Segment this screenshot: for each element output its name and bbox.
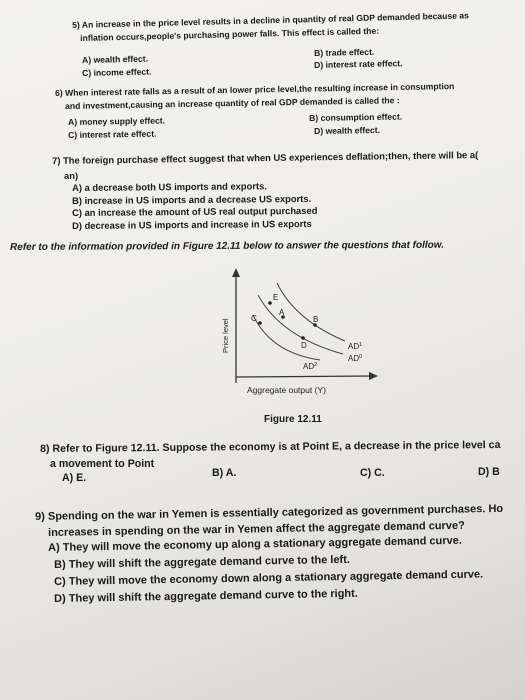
y-axis-arrow <box>232 268 240 277</box>
q5-stem-line1: 5) An increase in the price level results in a decline in quantity of real GDP demanded because as <box>72 10 470 30</box>
q7-stem-line1: 7) The foreign purchase effect suggest that when US experiences deflation;then, there will be a( <box>52 149 479 166</box>
q9-option-c: C) They will move the economy down along a stationary aggregate demand curve. <box>54 568 484 588</box>
q5-stem-line2: inflation occurs,people's purchasing power falls. This effect is called the: <box>80 25 380 43</box>
q6-option-a: A) money supply effect. <box>68 115 166 127</box>
q6-stem-line2: and investment,causing an increase quantity of real GDP demanded is called the : <box>65 95 400 111</box>
q8-stem-line1: 8) Refer to Figure 12.11. Suppose the economy is at Point E, a decrease in the price level ca <box>40 438 501 455</box>
point-b-label: B <box>313 315 319 324</box>
curve-ad1 <box>277 283 345 341</box>
q6-stem-line1: 6) When interest rate falls as a result of an lower price level,the resulting increase in consumption <box>55 81 455 98</box>
q6-option-c: C) interest rate effect. <box>68 128 157 140</box>
q8-option-d: D) B <box>478 466 500 478</box>
q9-option-b: B) They will shift the aggregate demand curve to the left. <box>54 553 350 571</box>
q7-stem-line2: an) <box>64 170 79 181</box>
q9-option-d: D) They will shift the aggregate demand curve to the right. <box>54 587 358 605</box>
q5-option-d: D) interest rate effect. <box>314 58 403 70</box>
q8-option-b: B) A. <box>212 467 237 479</box>
point-e-label: E <box>273 293 279 302</box>
point-d-marker <box>301 336 305 340</box>
point-a-label: A <box>279 308 285 317</box>
q6-option-d: D) wealth effect. <box>314 124 381 136</box>
q6-option-b: B) consumption effect. <box>309 111 403 123</box>
q8-option-a: A) E. <box>62 472 87 484</box>
x-axis <box>236 376 373 377</box>
q7-option-d: D) decrease in US imports and increase in US exports <box>72 217 312 231</box>
x-axis-label: Aggregate output (Y) <box>247 385 326 395</box>
q5-option-a: A) wealth effect. <box>82 53 149 65</box>
point-d-label: D <box>301 341 307 350</box>
refer-instruction: Refer to the information provided in Figure 12.11 below to answer the questions that follow. <box>10 239 444 253</box>
figure-12-11 <box>195 265 395 400</box>
curve-ad0-label: $AD^0$ <box>348 354 363 363</box>
point-c-label: C <box>251 314 257 323</box>
q9-stem-line1: 9) Spending on the war in Yemen is essentially categorized as government purchases. Ho <box>35 502 504 523</box>
point-e-marker <box>268 301 272 305</box>
q9-option-a: A) They will move the economy up along a stationary aggregate demand curve. <box>48 534 462 554</box>
point-c-marker <box>258 321 262 325</box>
q5-option-c: C) income effect. <box>82 66 152 78</box>
q7-option-c: C) an increase the amount of US real output purchased <box>72 204 318 218</box>
x-axis-arrow <box>369 372 378 380</box>
curve-ad2-label: $AD^2$ <box>303 362 318 371</box>
q8-option-c: C) C. <box>360 467 385 479</box>
curve-ad1-label: $AD^1$ <box>348 342 363 351</box>
q5-option-b: B) trade effect. <box>314 46 375 58</box>
y-axis-label: Price level <box>221 318 230 353</box>
q8-stem-line2: a movement to Point <box>50 458 155 470</box>
q9-stem-line2: increases in spending on the war in Yemen affect the aggregate demand curve? <box>48 519 465 539</box>
q7-option-a: A) a decrease both US imports and exports. <box>72 180 267 193</box>
figure-caption: Figure 12.11 <box>264 414 322 425</box>
q7-option-b: B) increase in US imports and a decrease US exports. <box>72 192 312 206</box>
